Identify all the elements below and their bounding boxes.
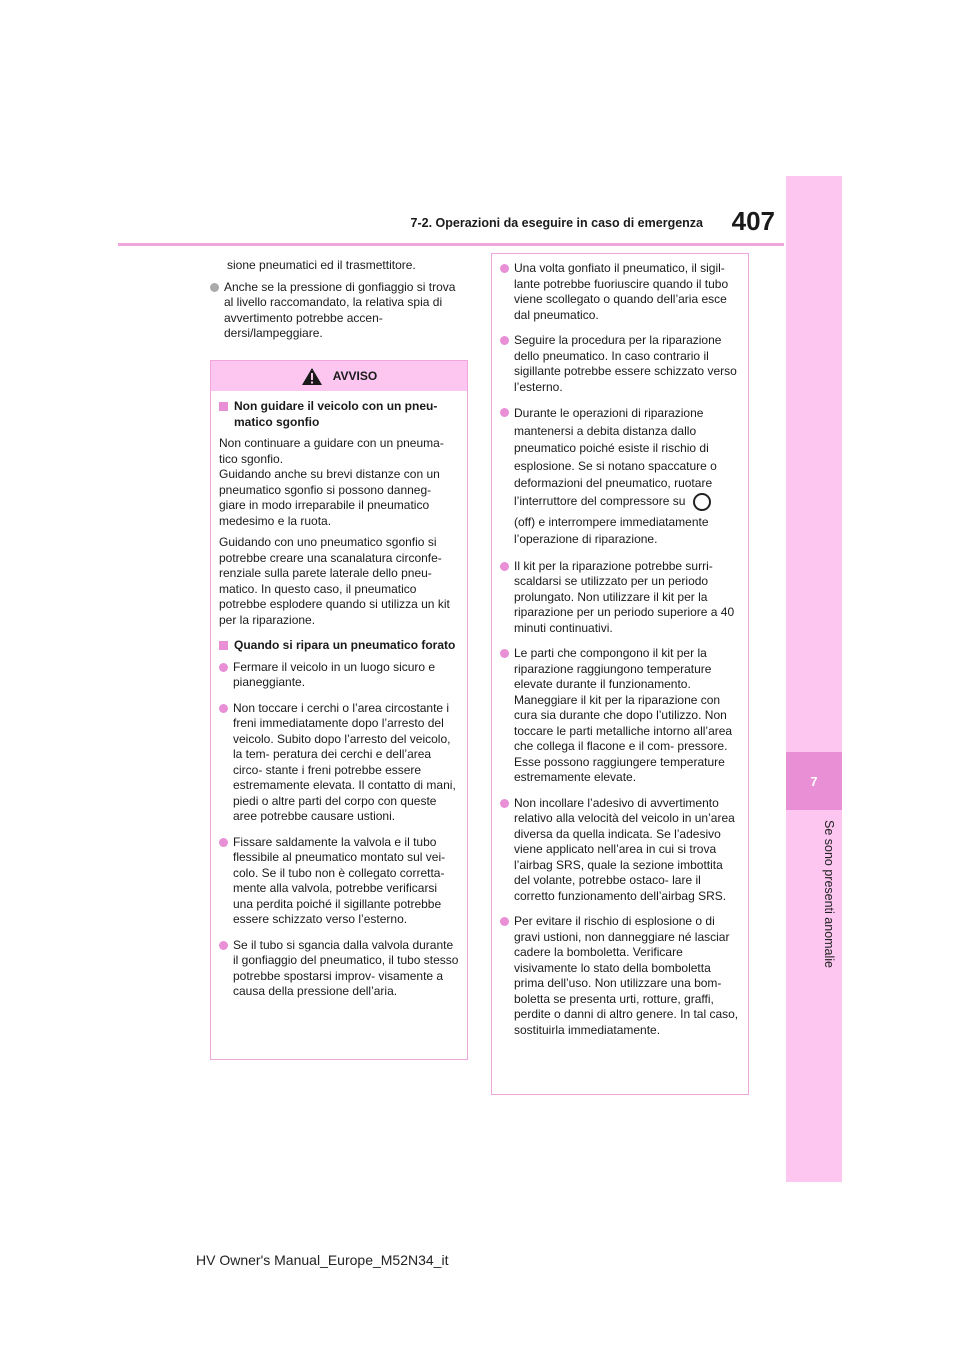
list-item: Le parti che compongono il kit per la riparazione raggiungono temperature elevate durante il funzionamento. Maneggiare il kit per la riparazione con cura sia durante che dopo l’utilizzo. Non toccare le parti metalliche intorno all’area che collega il flacone e il com- pressore. Esse possono raggiungere temperature estremamente elevate.: [500, 646, 740, 786]
list-item: Una volta gonfiato il pneumatico, il sigil- lante potrebbe fuoriuscire quando il tubo viene scollegato o quando dell’aria esce dal pneumatico.: [500, 261, 740, 323]
list-item: Non incollare l’adesivo di avvertimento relativo alla velocità del veicolo in un’area diversa da quella indicata. Se l’adesivo viene applicato nell’area in cui si trova l’airbag SRS, quale la sezione imbottita del volante, potrebbe ostaco- lare il corretto funzionamento dell’airbag SRS.: [500, 796, 740, 905]
footer-manual-name: HV Owner's Manual_Europe_M52N34_it: [196, 1252, 449, 1268]
warning-body: [211, 391, 467, 1000]
bullet-icon: [219, 663, 228, 672]
list-item: Non toccare i cerchi o l’area circostante i freni immediatamente dopo l’arresto del veicolo. Subito dopo l’arresto del veicolo, la tem- peratura dei cerchi e dell’area circo- stante i freni potrebbe essere estremamente elevata. Il contatto di mani, piedi o altre parti del corpo con queste aree potrebbe causare ustioni.: [219, 701, 459, 825]
chapter-number-tab[interactable]: 7: [786, 752, 842, 810]
warning-box: [210, 360, 468, 1060]
bullet-icon: [500, 562, 509, 571]
left-column: [210, 258, 468, 350]
bullet-icon: [219, 838, 228, 847]
bullet-icon: [500, 264, 509, 273]
bullet-icon: [219, 941, 228, 950]
bullet-icon: [210, 283, 219, 292]
list-item: Fermare il veicolo in un luogo sicuro e pianeggiante.: [219, 660, 459, 691]
warning-paragraph: Guidando anche su brevi distanze con un pneumatico sgonfio si possono danneg- giare in modo irreparabile il pneumatico medesimo e la ruota.: [219, 467, 440, 528]
header-divider: [118, 243, 784, 246]
chapter-title: Se sono presenti anomalie: [822, 820, 836, 969]
list-item: Fissare saldamente la valvola e il tubo flessibile al pneumatico montato sul vei- colo. Se il tubo non è collegato corretta- mente alla valvola, potrebbe verificarsi una perdita poiché il sigillante potrebbe essere schizzato verso l’esterno.: [219, 835, 459, 928]
list-item: Il kit per la riparazione potrebbe surri- scaldarsi se utilizzato per un periodo prolungato. Non utilizzare il kit per la riparazione per un periodo superiore a 40 minuti continuativi.: [500, 559, 740, 637]
bullet-icon: [500, 649, 509, 658]
list-item: Per evitare il rischio di esplosione o di gravi ustioni, non danneggiare né lasciar cadere la bomboletta. Verificare visivamente lo stato della bomboletta prima dell’uso. Non utilizzare una bom- boletta se presenta urti, rotture, graffi, perdite o danni di altro genere. In tal caso, sostituirla immediatamente.: [500, 914, 740, 1038]
warning-box-continued: [491, 253, 749, 1095]
bullet-icon: [500, 408, 509, 417]
section-title: 7-2. Operazioni da eseguire in caso di emergenza: [410, 216, 703, 230]
page-number: 407: [731, 206, 775, 236]
square-bullet-icon: [219, 402, 228, 411]
bullet-icon: [219, 704, 228, 713]
list-item: Se il tubo si sgancia dalla valvola durante il gonfiaggio del pneumatico, il tubo stesso potrebbe spostarsi improv- visamente a causa della pressione dell’aria.: [219, 938, 459, 1000]
warning-paragraph: Non continuare a guidare con un pneuma- tico sgonfio.: [219, 436, 444, 466]
square-bullet-icon: [219, 641, 228, 650]
bullet-icon: [500, 336, 509, 345]
warning-title: AVVISO: [332, 369, 378, 383]
warning-heading: Non guidare il veicolo con un pneu- matico sgonfio: [219, 399, 459, 430]
list-item: Seguire la procedura per la riparazione dello pneumatico. In caso contrario il sigillante potrebbe essere schizzato verso l’esterno.: [500, 333, 740, 395]
warning-heading: Quando si ripara un pneumatico forato: [219, 638, 459, 654]
intro-continuation: sione pneumatici ed il trasmettitore.: [227, 258, 416, 272]
warning-triangle-icon: [301, 367, 323, 386]
warning-header: [211, 361, 467, 391]
power-off-circle-icon: [693, 493, 711, 511]
bullet-icon: [500, 917, 509, 926]
bullet-icon: [500, 799, 509, 808]
list-item: Anche se la pressione di gonfiaggio si trova al livello raccomandato, la relativa spia di avvertimento potrebbe accen- dersi/lampeggiare.: [210, 280, 468, 342]
list-item: Durante le operazioni di riparazione mantenersi a debita distanza dallo pneumatico poiché esiste il rischio di esplosione. Se si notano spaccature o deformazioni del pneumatico, ruotare l’interruttore del compressore su (off) e interrompere immediatamente l’operazione di riparazione.: [500, 405, 740, 549]
warning-paragraph: Guidando con uno pneumatico sgonfio si potrebbe creare una scanalatura circonfe- renziale sulla parete laterale dello pneu- matico. In questo caso, il pneumatico potrebbe esplodere quando si utilizza un kit per la riparazione.: [219, 535, 450, 627]
